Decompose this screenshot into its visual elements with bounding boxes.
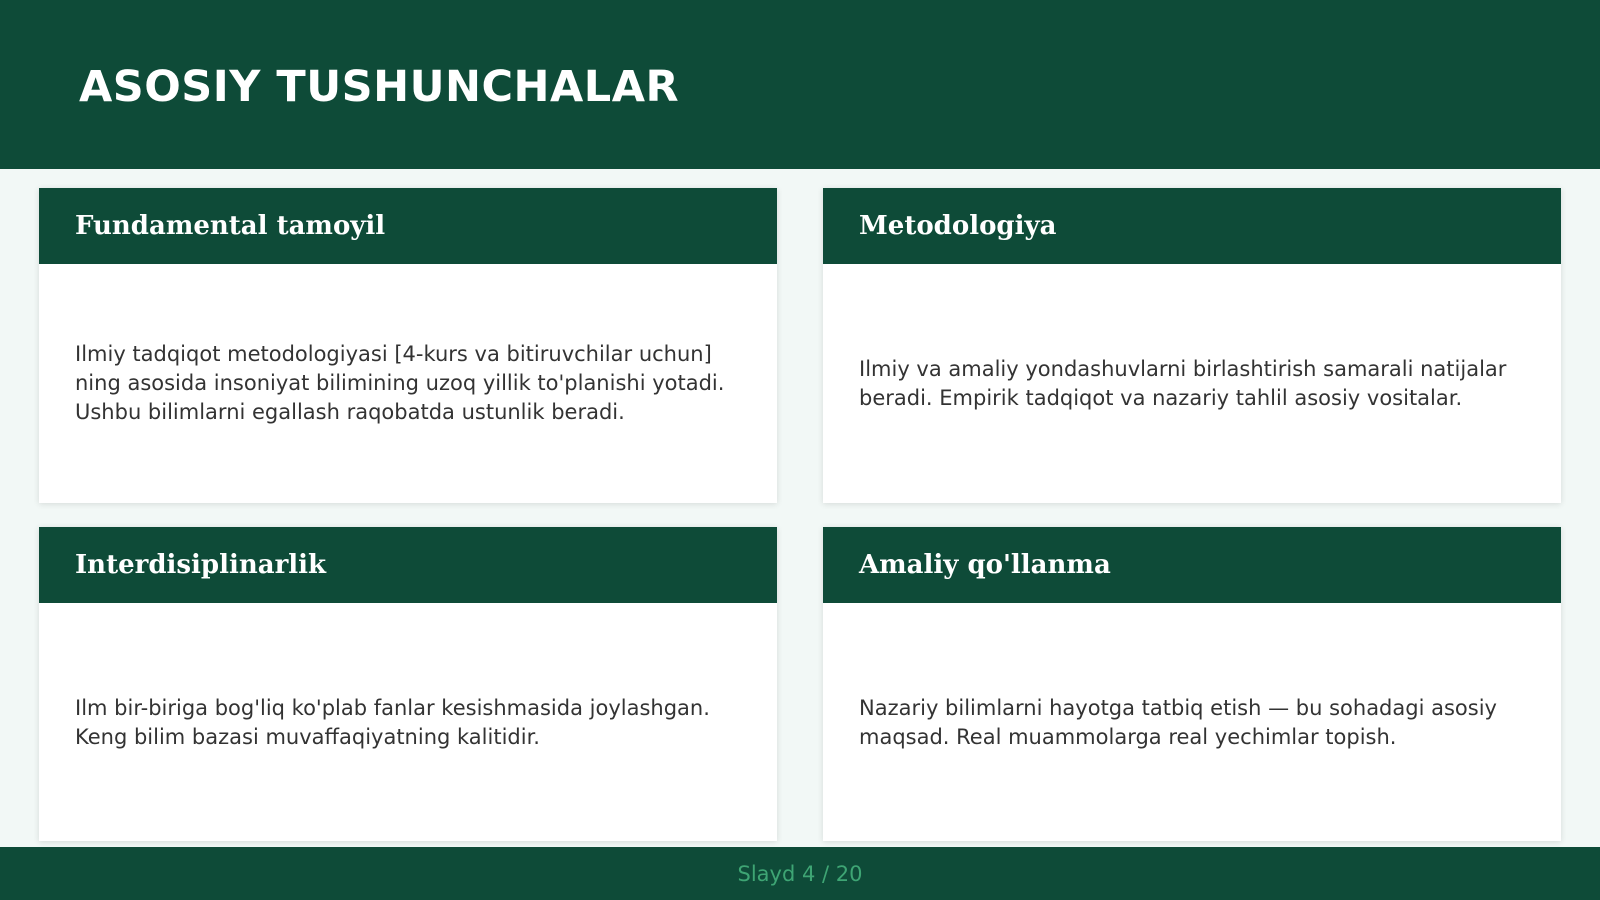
card-text: Ilmiy tadqiqot metodologiyasi [4-kurs va bitiruvchilar uchun] ning asosida insoniyat bilimining uzoq yillik to'planishi yotadi. Ushbu bilimlarni egallash raqobatda ustunlik beradi. — [75, 342, 725, 424]
card-metodologiya — [823, 188, 1561, 503]
card-text: Ilmiy va amaliy yondashuvlarni birlashtirish samarali natijalar beradi. Empirik tadqiqot va nazariy tahlil asosiy vositalar. — [859, 356, 1507, 410]
slide-counter: Slayd 4 / 20 — [737, 861, 863, 886]
card-title: Interdisiplinarlik — [75, 550, 327, 580]
slide-footer — [0, 847, 1600, 900]
card-title: Fundamental tamoyil — [75, 211, 386, 241]
card-header — [39, 188, 777, 264]
slide-header — [0, 0, 1600, 169]
card-header — [823, 188, 1561, 264]
card-title: Metodologiya — [859, 211, 1057, 241]
slide-title: ASOSIY TUSHUNCHALAR — [79, 62, 680, 112]
card-header — [39, 527, 777, 603]
card-title: Amaliy qo'llanma — [859, 550, 1111, 580]
card-interdisiplinarlik — [39, 527, 777, 841]
card-fundamental-tamoyil — [39, 188, 777, 503]
card-header — [823, 527, 1561, 603]
card-text: Nazariy bilimlarni hayotga tatbiq etish — bu sohadagi asosiy maqsad. Real muammolarga real yechimlar topish. — [859, 695, 1497, 749]
card-body — [39, 264, 777, 503]
card-body — [823, 264, 1561, 503]
card-body — [39, 603, 777, 842]
card-text: Ilm bir-biriga bog'liq ko'plab fanlar kesishmasida joylashgan. Keng bilim bazasi muvaffaqiyatning kalitidir. — [75, 695, 710, 749]
card-amaliy-qollanma — [823, 527, 1561, 841]
card-body — [823, 603, 1561, 842]
